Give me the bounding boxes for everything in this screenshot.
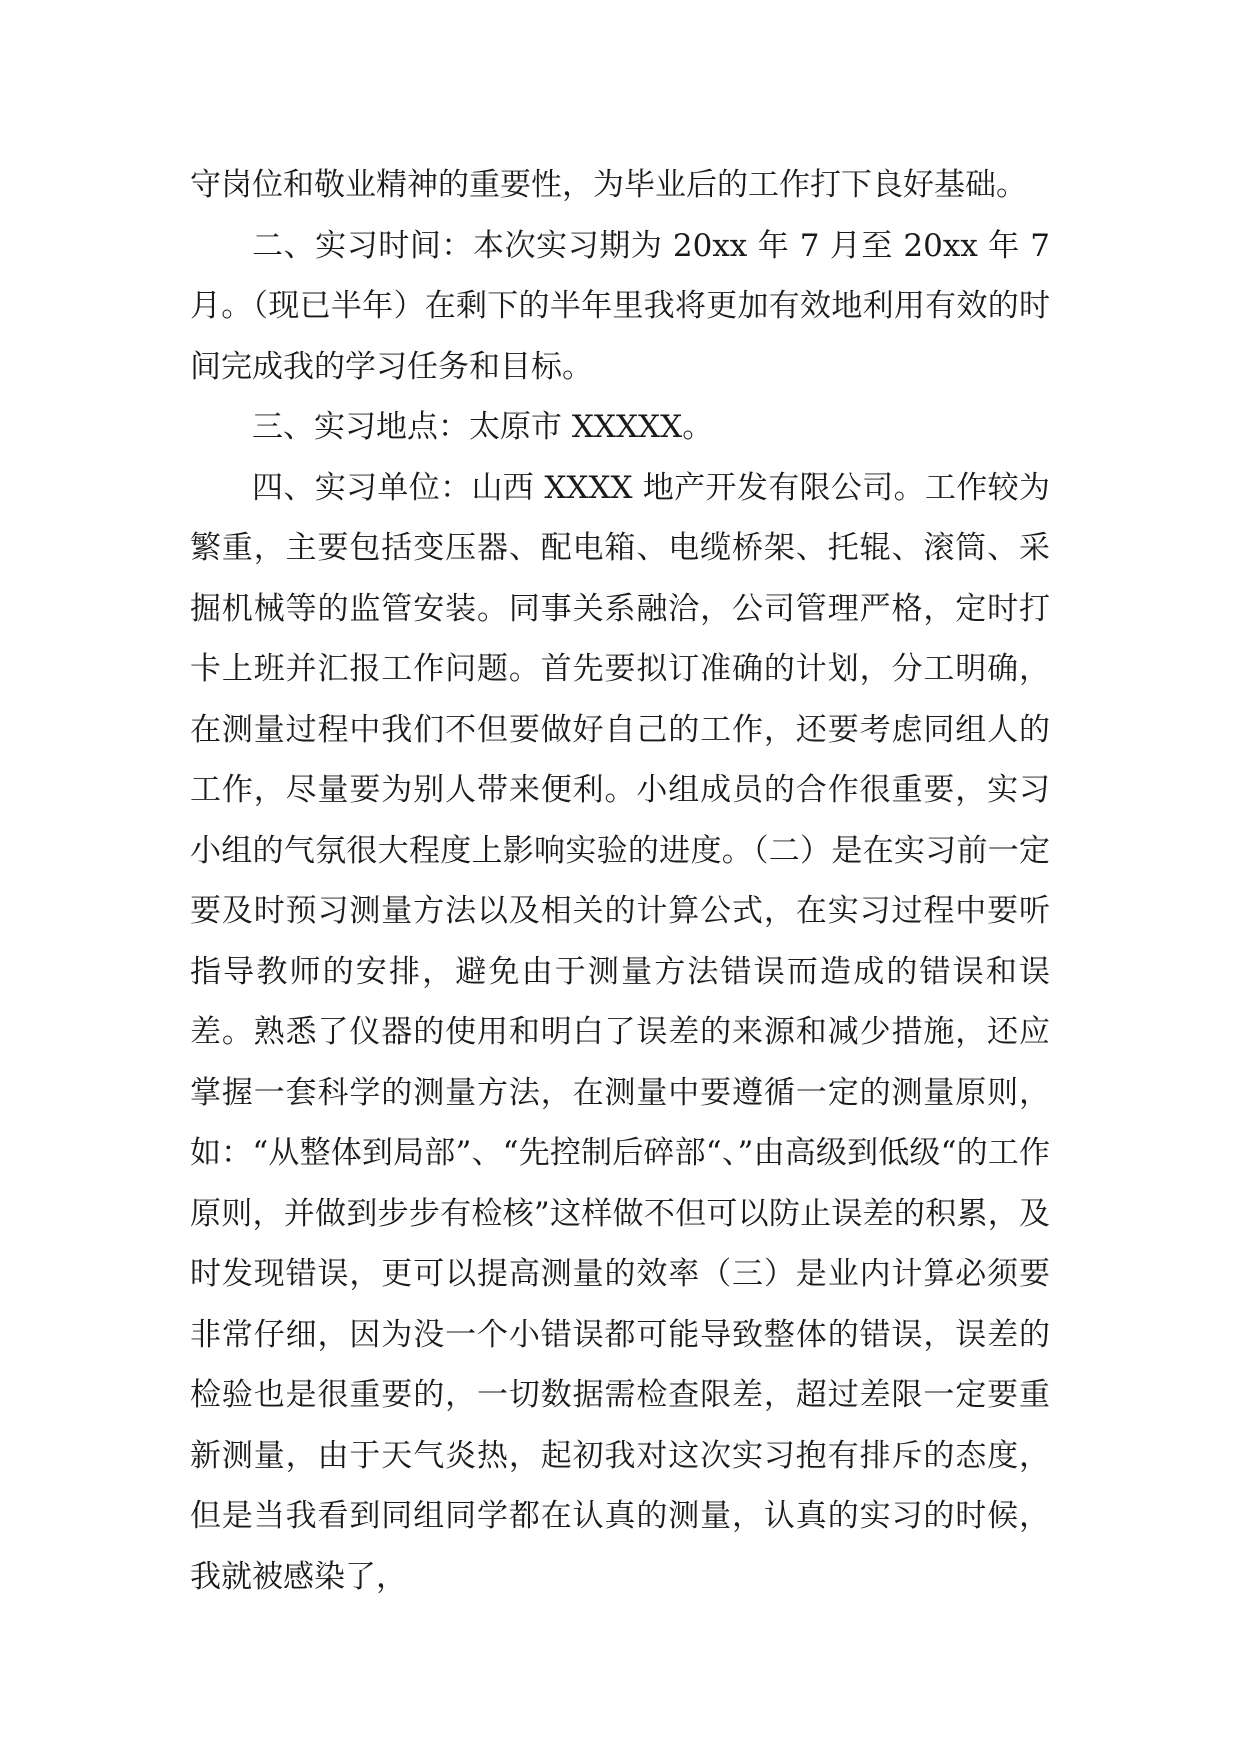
paragraph-1: 守岗位和敬业精神的重要性，为毕业后的工作打下良好基础。: [190, 167, 1027, 203]
paragraph-internship-unit: 四、实习单位：山西 XXXX 地产开发有限公司。工作较为繁重，主要包括变压器、配电箱、电缆桥架、托辊、滚筒、采掘机械等的监管安装。同事关系融洽，公司管理严格，定时打卡上班并汇报工作问题。首先要拟订准确的计划，分工明确，在测量过程中我们不但要做好自己的工作，还要考虑同组人的工作，尽量要为别人带来便利。小组成员的合作很重要，实习小组的气氛很大程度上影响实验的进度。（二）是在实习前一定要及时预习测量方法以及相关的计算公式，在实习过程中要听指导教师的安排，避免由于测量方法错误而造成的错误和误差。熟悉了仪器的使用和明白了误差的来源和减少措施，还应掌握一套科学的测量方法，在测量中要遵循一定的测量原则，如：“从整体到局部”、“先控制后碎部“、”由高级到低级“的工作原则，并做到步步有检核”这样做不但可以防止误差的积累，及时发现错误，更可以提高测量的效率（三）是业内计算必须要非常仔细，因为没一个小错误都可能导致整体的错误，误差的检验也是很重要的，一切数据需检查限差，超过差限一定要重新测量，由于天气炎热，起初我对这次实习抱有排斥的态度，但是当我看到同组同学都在认真的测量，认真的实习的时候，我就被感染了，: [190, 469, 1050, 1595]
document-body: [190, 155, 1050, 1607]
paragraph-internship-time: 二、实习时间：本次实习期为 20xx 年 7 月至 20xx 年 7 月。（现已半年）在剩下的半年里我将更加有效地利用有效的时间完成我的学习任务和目标。: [190, 227, 1050, 385]
paragraph-internship-location: 三、实习地点：太原市 XXXXX。: [252, 409, 714, 445]
